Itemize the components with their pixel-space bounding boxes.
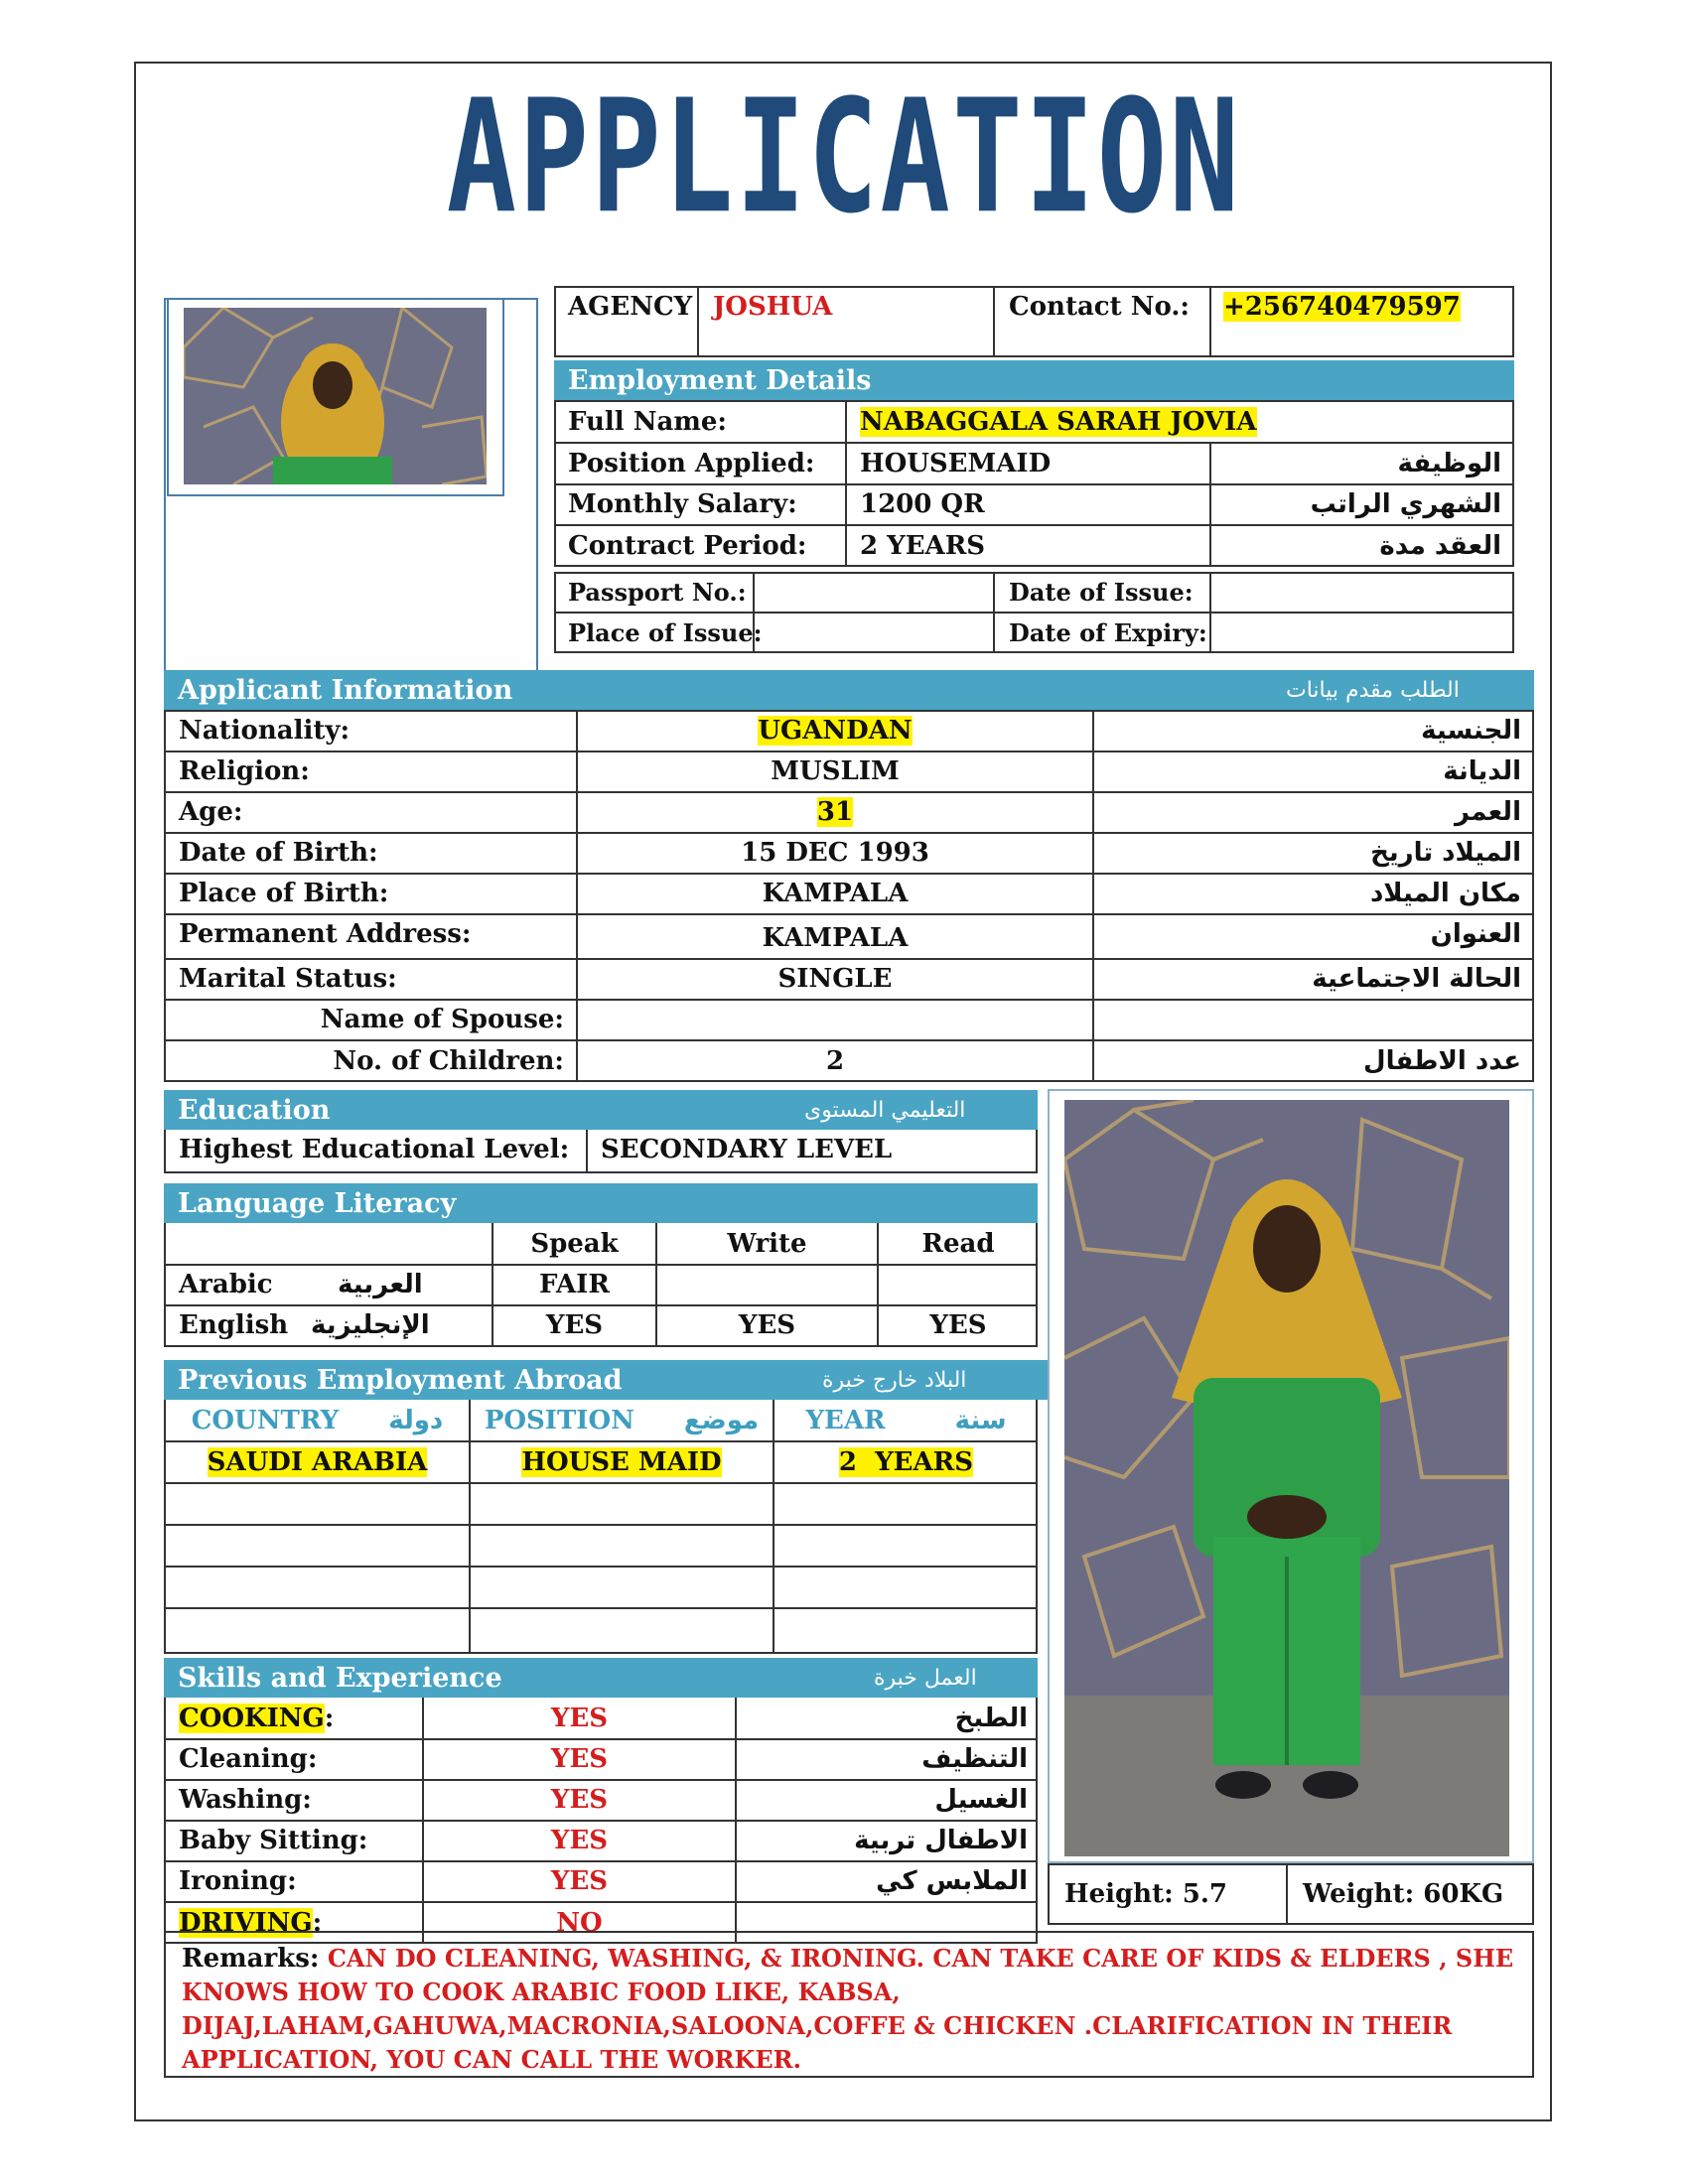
skill-babysitting-value: YES <box>550 1826 609 1855</box>
skill-cooking-value: YES <box>550 1704 609 1733</box>
skill-cleaning-value: YES <box>550 1744 609 1774</box>
previous-header-ar: البلاد خارج خبرة <box>822 1367 967 1393</box>
language-header: Language Literacy <box>164 1183 1038 1223</box>
place-of-birth-value: KAMPALA <box>762 879 909 908</box>
full-name-label: Full Name: <box>568 406 727 437</box>
lang-english-write: YES <box>738 1310 796 1340</box>
prev-year-value: 2 YEARS <box>838 1446 974 1477</box>
position-value: HOUSEMAID <box>860 448 1052 478</box>
lang-english-name: English <box>179 1310 289 1340</box>
lang-arabic-name: Arabic <box>179 1270 273 1299</box>
lang-arabic-speak: FAIR <box>539 1270 610 1299</box>
dob-label: Date of Birth: <box>179 838 378 868</box>
skill-babysitting-ar: الاطفال تربية <box>854 1826 1028 1855</box>
skills-header-ar: العمل خبرة <box>874 1665 977 1691</box>
skill-babysitting-label: Baby Sitting: <box>179 1826 368 1855</box>
education-value: SECONDARY LEVEL <box>601 1135 893 1164</box>
skill-cooking-ar: الطبخ <box>954 1704 1028 1733</box>
spouse-value <box>578 1000 1092 1039</box>
position-label: Position Applied: <box>568 448 815 478</box>
age-ar: العمر <box>1455 797 1521 827</box>
agency-label: AGENCY <box>568 292 693 322</box>
skill-washing-label: Washing: <box>179 1785 312 1815</box>
applicant-header: Applicant Information الطلب مقدم بيانات <box>164 670 1534 710</box>
skill-driving-value: NO <box>556 1907 603 1938</box>
remarks-label: Remarks: <box>182 1944 320 1974</box>
skill-ironing-value: YES <box>550 1866 609 1896</box>
salary-label: Monthly Salary: <box>568 489 797 519</box>
religion-value: MUSLIM <box>771 756 900 786</box>
marital-ar: الحالة الاجتماعية <box>1312 964 1521 994</box>
contract-value: 2 YEARS <box>860 530 986 561</box>
place-of-birth-ar: مكان الميلاد <box>1369 879 1521 908</box>
lang-english-ar: الإنجليزية <box>311 1310 430 1340</box>
skill-ironing-ar: الملابس كي <box>876 1866 1028 1896</box>
religion-label: Religion: <box>179 756 310 786</box>
small-portrait-photo <box>184 308 487 484</box>
lang-col-write: Write <box>727 1229 807 1259</box>
salary-ar: الشهري الراتب <box>1310 489 1501 519</box>
contract-ar: العقد مدة <box>1379 530 1501 561</box>
marital-label: Marital Status: <box>179 964 397 994</box>
place-of-issue-label: Place of Issue: <box>568 618 763 647</box>
prev-col-year: YEAR سنة <box>805 1406 1007 1435</box>
education-label: Highest Educational Level: <box>179 1135 570 1164</box>
height-value: Height: 5.7 <box>1064 1879 1227 1909</box>
applicant-header-ar: الطلب مقدم بيانات <box>1286 677 1460 703</box>
lang-english-read: YES <box>929 1310 987 1340</box>
prev-position-value: HOUSE MAID <box>521 1446 722 1477</box>
age-value: 31 <box>816 797 854 827</box>
contract-label: Contract Period: <box>568 530 807 561</box>
skill-driving-label: DRIVING : <box>179 1907 323 1938</box>
religion-ar: الديانة <box>1443 756 1521 786</box>
children-ar: عدد الاطفال <box>1363 1045 1521 1076</box>
remarks <box>182 1942 1522 2077</box>
children-value: 2 <box>825 1045 845 1076</box>
nationality-value: UGANDAN <box>758 716 913 746</box>
education-header-ar: التعليمي المستوى <box>804 1097 966 1123</box>
children-label: No. of Children: <box>333 1045 564 1076</box>
full-body-photo <box>1064 1100 1509 1856</box>
weight-value: Weight: 60KG <box>1303 1879 1504 1909</box>
full-name-value: NABAGGALA SARAH JOVIA <box>860 406 1257 437</box>
place-of-birth-label: Place of Birth: <box>179 879 389 908</box>
address-ar: العنوان <box>1430 919 1521 949</box>
nationality-label: Nationality: <box>179 716 351 746</box>
dob-ar: الميلاد تاريخ <box>1370 838 1521 868</box>
dob-value: 15 DEC 1993 <box>741 838 929 868</box>
address-value: KAMPALA <box>762 923 909 953</box>
skill-washing-ar: الغسيل <box>934 1785 1028 1815</box>
prev-country-value: SAUDI ARABIA <box>207 1446 428 1477</box>
skill-washing-value: YES <box>550 1785 609 1815</box>
employment-header: Employment Details <box>554 360 1514 400</box>
page-title: APPLICATION <box>446 67 1242 249</box>
education-header: Education التعليمي المستوى <box>164 1090 1038 1130</box>
previous-header: Previous Employment Abroad البلاد خارج خبرة <box>164 1360 1048 1400</box>
skill-ironing-label: Ironing: <box>179 1866 297 1896</box>
nationality-ar: الجنسية <box>1421 716 1521 746</box>
agency-value: JOSHUA <box>713 292 833 322</box>
skill-cooking-label: COOKING : <box>179 1704 335 1733</box>
spouse-label: Name of Spouse: <box>320 1005 564 1034</box>
salary-value: 1200 QR <box>860 489 985 519</box>
skill-cleaning-ar: التنظيف <box>921 1744 1028 1774</box>
age-label: Age: <box>179 797 243 827</box>
prev-col-position: POSITION موضع <box>484 1406 760 1435</box>
lang-col-speak: Speak <box>530 1229 619 1259</box>
lang-arabic-ar: العربية <box>338 1270 423 1299</box>
prev-col-country: COUNTRY دولة <box>191 1406 444 1435</box>
contact-label: Contact No.: <box>1009 292 1190 322</box>
position-ar: الوظيفة <box>1397 448 1501 478</box>
skill-cleaning-label: Cleaning: <box>179 1744 318 1774</box>
address-label: Permanent Address: <box>179 919 472 949</box>
contact-value: +256740479597 <box>1223 292 1461 322</box>
remarks-text: CAN DO CLEANING, WASHING, & IRONING. CAN TAKE CARE OF KIDS & ELDERS , SHE KNOWS HOW TO COOK ARABIC FOOD LIKE, KABSA, DIJAJ,LAHAM,GAHUWA,MACRONIA,SALOONA,COFFE & CHICKEN .CLARIFICATION IN THEIR APPLICATION, YOU CAN CALL THE WORKER. <box>182 1944 1514 2074</box>
date-of-expiry-label: Date of Expiry: <box>1009 618 1207 647</box>
passport-no-label: Passport No.: <box>568 578 747 607</box>
lang-english-speak: YES <box>545 1310 604 1340</box>
marital-value: SINGLE <box>777 964 893 994</box>
skills-header: Skills and Experience العمل خبرة <box>164 1658 1038 1698</box>
lang-col-read: Read <box>921 1229 995 1259</box>
date-of-issue-label: Date of Issue: <box>1009 578 1194 607</box>
